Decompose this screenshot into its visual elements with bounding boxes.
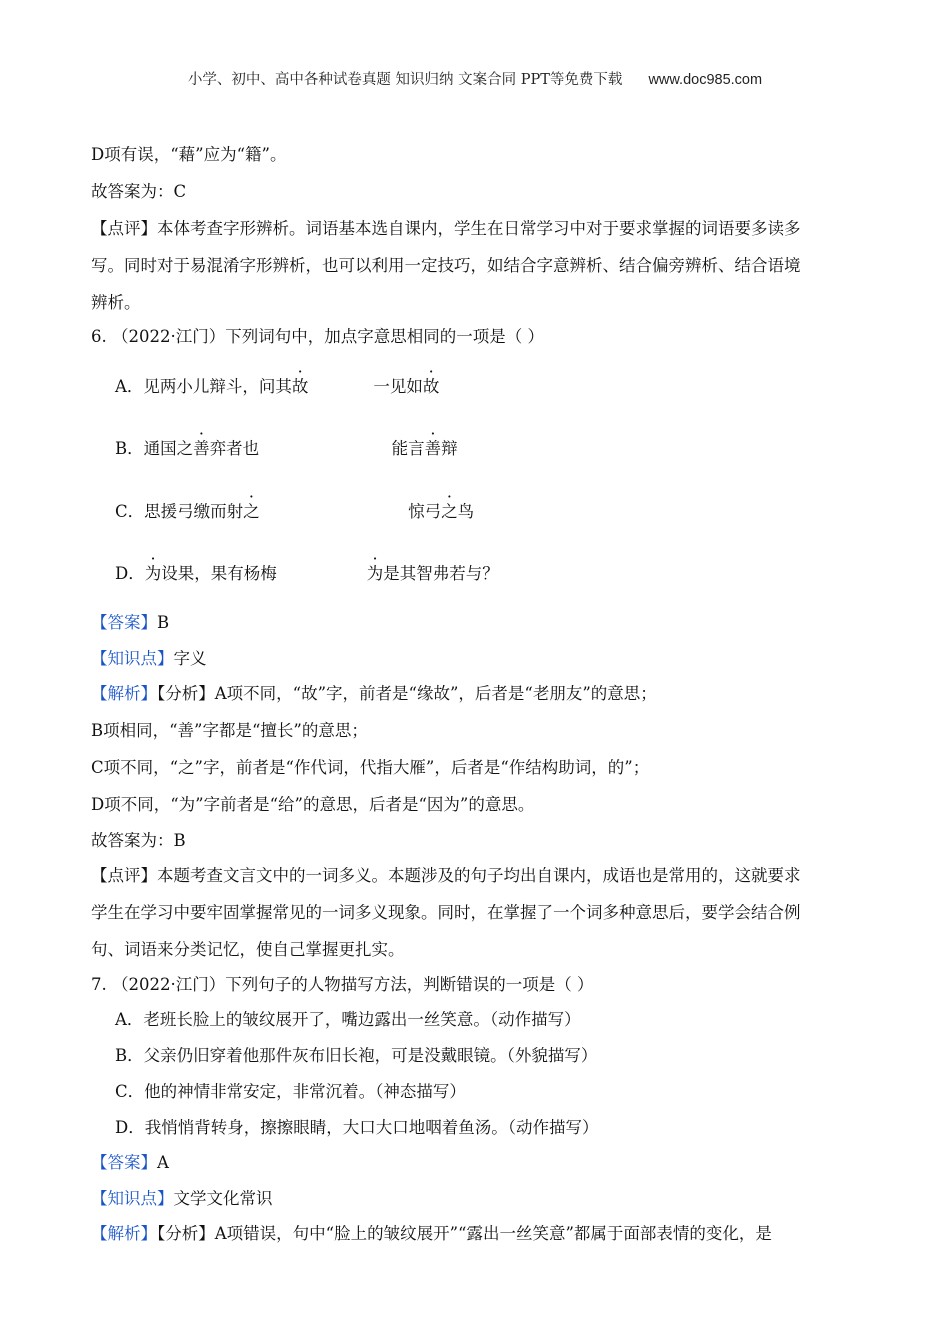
- q6-comment-1: 【点评】本题考查文言文中的一词多义。本题涉及的句子均出自课内，成语也是常用的，这就要求: [91, 866, 801, 885]
- q7-option-d: D．我悄悄背转身，擦擦眼睛，大口大口地咽着鱼汤。（动作描写）: [115, 1118, 599, 1137]
- knowledge-tag: 【知识点】: [91, 649, 174, 668]
- emphasis-dot-char: 之: [441, 502, 458, 521]
- page-header: [0, 68, 950, 89]
- q7-option-a: A．老班长脸上的皱纹展开了，嘴边露出一丝笑意。（动作描写）: [115, 1010, 581, 1029]
- emphasis-dot-char: 故: [291, 377, 309, 396]
- q7-answer: 【答案】A: [91, 1153, 169, 1172]
- prev-comment-line-3: 辨析。: [91, 293, 141, 312]
- q6-option-d-right: 为是其智弗若与？: [366, 564, 499, 583]
- knowledge-tag: 【知识点】: [91, 1189, 174, 1208]
- q6-analysis-3: C项不同，“之”字，前者是“作代词，代指大雁”，后者是“作结构助词，的”；: [91, 758, 650, 777]
- emphasis-dot-char: 为: [366, 564, 384, 583]
- emphasis-dot-char: 故: [422, 377, 440, 396]
- emphasis-dot-char: 善: [193, 439, 210, 458]
- q6-option-b-right: 能言善辩: [391, 439, 458, 458]
- q7-analysis-1: 【解析】【分析】A项错误，句中“脸上的皱纹展开”“露出一丝笑意”都属于面部表情的变化，是: [91, 1224, 772, 1243]
- analysis-tag: 【解析】: [91, 1224, 157, 1243]
- q6-comment-3: 句、词语来分类记忆，使自己掌握更扎实。: [91, 940, 405, 959]
- q6-option-d-left: 为设果，果有杨梅: [144, 564, 277, 583]
- q6-stem: 6. （2022·江门）下列词句中，加点字意思相同的一项是（ ）: [91, 327, 544, 346]
- q6-knowledge-point: 【知识点】字义: [91, 649, 207, 668]
- emphasis-dot-char: 之: [243, 502, 260, 521]
- q6-answer: 【答案】B: [91, 613, 170, 632]
- q7-stem: 7. （2022·江门）下列句子的人物描写方法，判断错误的一项是（ ）: [91, 975, 594, 994]
- q6-option-d: D．为设果，果有杨梅 为是其智弗若与？: [115, 562, 499, 586]
- q7-option-b: B．父亲仍旧穿着他那件灰布旧长袍，可是没戴眼镜。（外貌描写）: [115, 1046, 598, 1065]
- q6-option-b: B．通国之善弈者也 能言善辩: [115, 437, 458, 461]
- prev-comment-line-2: 写。同时对于易混淆字形辨析，也可以利用一定技巧，如结合字意辨析、结合偏旁辨析、结合语境: [91, 256, 801, 275]
- q6-option-c-left: 思援弓缴而射之: [144, 502, 260, 521]
- q6-option-a: A．见两小儿辩斗，问其故 一见如故: [115, 375, 439, 399]
- prev-comment-line-1: 【点评】本体考查字形辨析。词语基本选自课内，学生在日常学习中对于要求掌握的词语要多读多: [91, 219, 801, 238]
- analysis-tag: 【解析】: [91, 684, 157, 703]
- prev-answer-line: 故答案为：C: [91, 182, 187, 201]
- q7-option-c: C．他的神情非常安定，非常沉着。（神态描写）: [115, 1082, 466, 1101]
- q6-option-a-left: 见两小儿辩斗，问其故: [143, 377, 309, 396]
- q6-option-c-right: 惊弓之鸟: [408, 502, 475, 521]
- q6-final-answer: 故答案为：B: [91, 831, 186, 850]
- header-site-link[interactable]: www.doc985.com: [648, 72, 763, 88]
- q6-analysis-4: D项不同，“为”字前者是“给”的意思，后者是“因为”的意思。: [91, 795, 535, 814]
- q7-knowledge-point: 【知识点】文学文化常识: [91, 1189, 273, 1208]
- q6-option-b-left: 通国之善弈者也: [143, 439, 260, 458]
- header-text: 小学、初中、高中各种试卷真题 知识归纳 文案合同 PPT等免费下载: [187, 72, 623, 88]
- answer-tag: 【答案】: [91, 1153, 157, 1172]
- q6-analysis-1: 【解析】【分析】A项不同，“故”字，前者是“缘故”，后者是“老朋友”的意思；: [91, 684, 657, 703]
- comment-tag: 【点评】: [91, 866, 157, 885]
- q6-option-a-right: 一见如故: [373, 377, 440, 396]
- prev-d-line: D项有误，“藉”应为“籍”。: [91, 145, 287, 164]
- emphasis-dot-char: 善: [424, 439, 442, 458]
- emphasis-dot-char: 为: [144, 564, 162, 583]
- q6-comment-2: 学生在学习中要牢固掌握常见的一词多义现象。同时，在掌握了一个词多种意思后，要学会结合例: [91, 903, 801, 922]
- comment-tag: 【点评】: [91, 219, 157, 238]
- q6-option-c: C．思援弓缴而射之 惊弓之鸟: [115, 500, 474, 524]
- answer-tag: 【答案】: [91, 613, 157, 632]
- q6-analysis-2: B项相同，“善”字都是“擅长”的意思；: [91, 721, 368, 740]
